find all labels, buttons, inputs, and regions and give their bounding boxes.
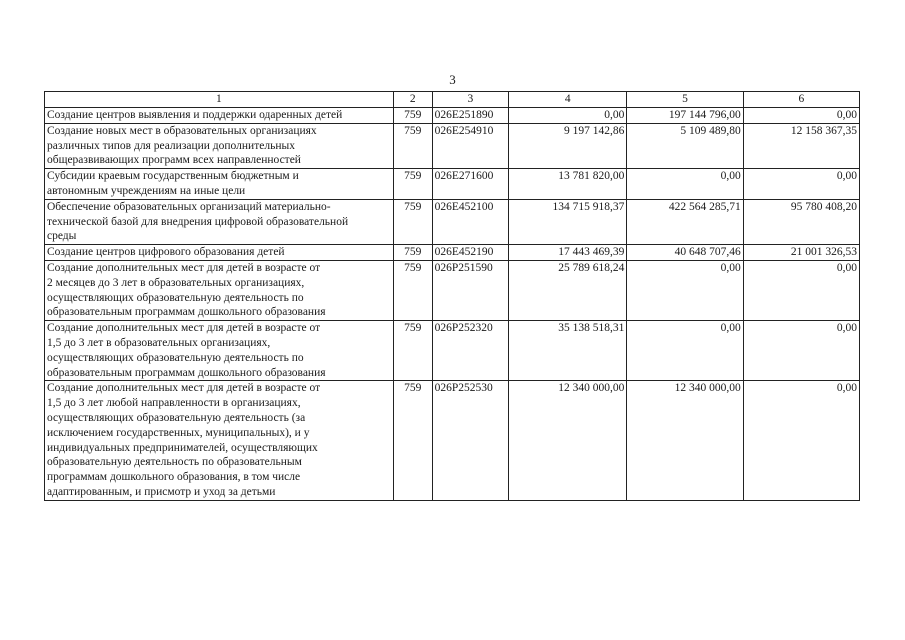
row-name-line: 2 месяцев до 3 лет в образовательных организациях, bbox=[47, 276, 305, 289]
row-name-cell bbox=[45, 169, 394, 200]
row-code-cell: 759 bbox=[393, 381, 432, 500]
budget-table bbox=[44, 91, 860, 501]
row-name-line: образовательным программам дошкольного образования bbox=[47, 366, 326, 379]
table-row bbox=[45, 123, 860, 168]
row-kbk-cell: 026E452100 bbox=[432, 199, 509, 244]
row-kbk-cell: 026E452190 bbox=[432, 245, 509, 261]
row-value-col6: 0,00 bbox=[743, 381, 859, 500]
table-row bbox=[45, 169, 860, 200]
row-value-col5: 12 340 000,00 bbox=[627, 381, 743, 500]
row-value-col6: 21 001 326,53 bbox=[743, 245, 859, 261]
table-row bbox=[45, 260, 860, 320]
header-col-1: 1 bbox=[45, 92, 394, 108]
row-value-col4: 0,00 bbox=[509, 108, 627, 124]
row-name-line: автономным учреждениям на иные цели bbox=[47, 184, 246, 197]
row-name-line: программам дошкольного образования, в том числе bbox=[47, 471, 301, 484]
row-value-col5: 422 564 285,71 bbox=[627, 199, 743, 244]
row-name-cell bbox=[45, 199, 394, 244]
row-value-col4: 134 715 918,37 bbox=[509, 199, 627, 244]
row-name-line: 1,5 до 3 лет любой направленности в организациях, bbox=[47, 397, 301, 410]
row-kbk-cell: 026E251890 bbox=[432, 108, 509, 124]
row-value-col6: 0,00 bbox=[743, 260, 859, 320]
row-value-col4: 35 138 518,31 bbox=[509, 321, 627, 381]
row-name-line: Создание дополнительных мест для детей в возрасте от bbox=[47, 382, 321, 395]
table-row bbox=[45, 199, 860, 244]
row-value-col5: 5 109 489,80 bbox=[627, 123, 743, 168]
row-value-col6: 95 780 408,20 bbox=[743, 199, 859, 244]
row-value-col6: 0,00 bbox=[743, 169, 859, 200]
row-name-line: Обеспечение образовательных организаций материально- bbox=[47, 200, 331, 213]
row-name-line: осуществляющих образовательную деятельность (за bbox=[47, 411, 306, 424]
row-name-line: осуществляющих образовательную деятельность по bbox=[47, 291, 304, 304]
row-name-line: образовательную деятельность по образовательным bbox=[47, 456, 302, 469]
header-col-5: 5 bbox=[627, 92, 743, 108]
table-row bbox=[45, 381, 860, 500]
row-name-line: исключением государственных, муниципальных), и у bbox=[47, 426, 310, 439]
row-name-line: 1,5 до 3 лет в образовательных организациях, bbox=[47, 336, 271, 349]
row-value-col5: 40 648 707,46 bbox=[627, 245, 743, 261]
row-value-col4: 17 443 469,39 bbox=[509, 245, 627, 261]
row-kbk-cell: 026P252320 bbox=[432, 321, 509, 381]
row-name-cell bbox=[45, 245, 394, 261]
row-name-line: индивидуальных предпринимателей, осуществляющих bbox=[47, 441, 318, 454]
row-value-col6: 0,00 bbox=[743, 321, 859, 381]
table-header-row bbox=[45, 92, 860, 108]
page-number: 3 bbox=[449, 72, 456, 87]
header-col-6: 6 bbox=[743, 92, 859, 108]
row-value-col4: 25 789 618,24 bbox=[509, 260, 627, 320]
table-body bbox=[45, 108, 860, 501]
row-code-cell: 759 bbox=[393, 169, 432, 200]
row-name-line: Создание дополнительных мест для детей в возрасте от bbox=[47, 322, 321, 335]
row-name-cell bbox=[45, 108, 394, 124]
row-name-line: Создание центров цифрового образования детей bbox=[47, 246, 285, 259]
row-value-col5: 0,00 bbox=[627, 169, 743, 200]
table-row bbox=[45, 321, 860, 381]
row-code-cell: 759 bbox=[393, 123, 432, 168]
row-code-cell: 759 bbox=[393, 321, 432, 381]
row-name-line: Создание новых мест в образовательных организациях bbox=[47, 124, 317, 137]
row-name-cell bbox=[45, 321, 394, 381]
row-code-cell: 759 bbox=[393, 260, 432, 320]
row-value-col5: 0,00 bbox=[627, 321, 743, 381]
row-code-cell: 759 bbox=[393, 199, 432, 244]
row-kbk-cell: 026P252530 bbox=[432, 381, 509, 500]
row-name-line: образовательным программам дошкольного образования bbox=[47, 306, 326, 319]
row-name-line: Субсидии краевым государственным бюджетным и bbox=[47, 170, 299, 183]
header-col-3: 3 bbox=[432, 92, 509, 108]
row-name-line: Создание дополнительных мест для детей в возрасте от bbox=[47, 261, 321, 274]
header-col-4: 4 bbox=[509, 92, 627, 108]
row-kbk-cell: 026E254910 bbox=[432, 123, 509, 168]
row-name-cell bbox=[45, 123, 394, 168]
row-value-col6: 0,00 bbox=[743, 108, 859, 124]
row-name-cell bbox=[45, 260, 394, 320]
table-row bbox=[45, 108, 860, 124]
row-value-col4: 12 340 000,00 bbox=[509, 381, 627, 500]
row-value-col5: 0,00 bbox=[627, 260, 743, 320]
row-kbk-cell: 026E271600 bbox=[432, 169, 509, 200]
row-name-line: технической базой для внедрения цифровой образовательной bbox=[47, 215, 349, 228]
row-name-cell bbox=[45, 381, 394, 500]
row-name-line: среды bbox=[47, 230, 77, 243]
row-kbk-cell: 026P251590 bbox=[432, 260, 509, 320]
row-code-cell: 759 bbox=[393, 245, 432, 261]
row-code-cell: 759 bbox=[393, 108, 432, 124]
row-value-col6: 12 158 367,35 bbox=[743, 123, 859, 168]
row-name-line: различных типов для реализации дополнительных bbox=[47, 139, 295, 152]
header-col-2: 2 bbox=[393, 92, 432, 108]
row-value-col5: 197 144 796,00 bbox=[627, 108, 743, 124]
row-value-col4: 13 781 820,00 bbox=[509, 169, 627, 200]
row-name-line: общеразвивающих программ всех направленностей bbox=[47, 154, 301, 167]
row-name-line: осуществляющих образовательную деятельность по bbox=[47, 351, 304, 364]
row-value-col4: 9 197 142,86 bbox=[509, 123, 627, 168]
row-name-line: адаптированным, и присмотр и уход за детьми bbox=[47, 485, 276, 498]
table-row bbox=[45, 245, 860, 261]
row-name-line: Создание центров выявления и поддержки одаренных детей bbox=[47, 109, 343, 121]
